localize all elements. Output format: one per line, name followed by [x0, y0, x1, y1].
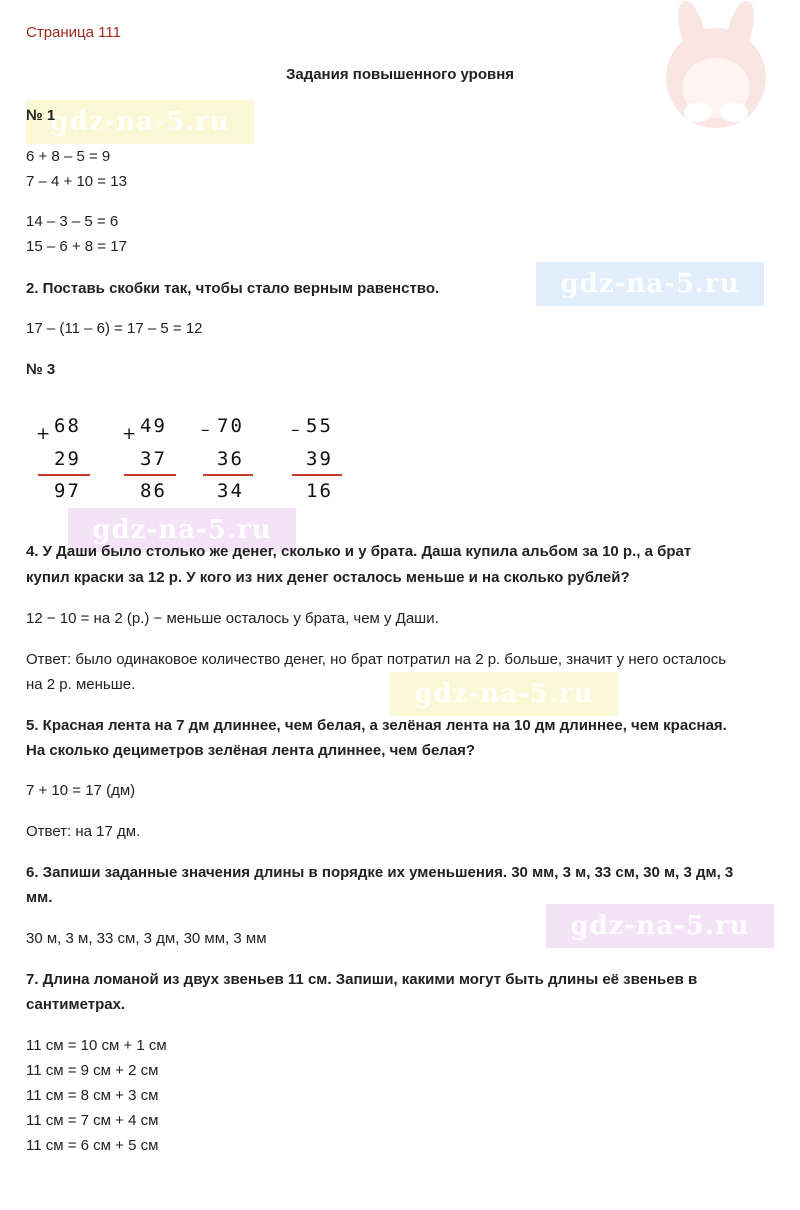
column-top: 68: [54, 415, 81, 437]
task5-heading: 5. Красная лента на 7 дм длиннее, чем белая, а зелёная лента на 10 дм длиннее, чем красная.: [26, 717, 727, 734]
watermark: gdz-na-5.ru: [390, 672, 618, 716]
column-result: 34: [217, 480, 244, 502]
column-bottom: 36: [217, 448, 244, 470]
task4-solution: 12 − 10 = на 2 (р.) − меньше осталось у брата, чем у Даши.: [26, 610, 439, 627]
sum-line: [124, 474, 176, 476]
task2-answer: 17 – (11 – 6) = 17 – 5 = 12: [26, 320, 203, 337]
task5-heading: На сколько дециметров зелёная лента длиннее, чем белая?: [26, 742, 476, 759]
watermark: gdz-na-5.ru: [536, 262, 764, 306]
task4-heading: купил краски за 12 р. У кого из них денег осталось меньше и на сколько рублей?: [26, 569, 630, 586]
task1-heading: № 1: [26, 107, 56, 124]
task7-heading: 7. Длина ломаной из двух звеньев 11 см. Запиши, какими могут быть длины её звеньев в: [26, 971, 698, 988]
task3-heading: № 3: [26, 361, 56, 378]
bunny-logo-icon: [652, 0, 780, 130]
sum-line: [292, 474, 342, 476]
task4-answer: Ответ: было одинаковое количество денег, но брат потратил на 2 р. больше, значит у него осталось: [26, 651, 727, 668]
task4-answer: на 2 р. меньше.: [26, 676, 136, 693]
task4-heading: 4. У Даши было столько же денег, сколько и у брата. Даша купила альбом за 10 р., а брат: [26, 543, 692, 560]
operation-sign: +: [36, 424, 51, 444]
task2-heading: 2. Поставь скобки так, чтобы стало верным равенство.: [26, 280, 440, 297]
task7-line: 11 см = 7 см + 4 см: [26, 1112, 159, 1129]
column-bottom: 37: [140, 448, 167, 470]
column-top: 55: [306, 415, 333, 437]
task7-line: 11 см = 6 см + 5 см: [26, 1137, 159, 1154]
task7-line: 11 см = 8 см + 3 см: [26, 1087, 159, 1104]
sum-line: [38, 474, 90, 476]
task1-line: 14 – 3 – 5 = 6: [26, 213, 119, 230]
watermark: gdz-na-5.ru: [26, 100, 254, 144]
task5-solution: 7 + 10 = 17 (дм): [26, 782, 136, 799]
task7-line: 11 см = 10 см + 1 см: [26, 1037, 167, 1054]
watermark: gdz-na-5.ru: [546, 904, 774, 948]
column-result: 86: [140, 480, 167, 502]
task1-line: 6 + 8 – 5 = 9: [26, 148, 111, 165]
task1-line: 7 – 4 + 10 = 13: [26, 173, 127, 190]
column-bottom: 29: [54, 448, 81, 470]
task1-line: 15 – 6 + 8 = 17: [26, 238, 127, 255]
task6-answer: 30 м, 3 м, 33 см, 3 дм, 30 мм, 3 мм: [26, 930, 267, 947]
column-top: 70: [217, 415, 244, 437]
task7-line: 11 см = 9 см + 2 см: [26, 1062, 159, 1079]
sum-line: [203, 474, 253, 476]
task6-heading: мм.: [26, 889, 53, 906]
column-result: 16: [306, 480, 333, 502]
operation-sign: –: [291, 420, 300, 440]
operation-sign: +: [122, 424, 137, 444]
watermark: gdz-na-5.ru: [68, 508, 296, 552]
task5-answer: Ответ: на 17 дм.: [26, 823, 141, 840]
column-bottom: 39: [306, 448, 333, 470]
operation-sign: –: [201, 420, 210, 440]
page-number: Страница 111: [26, 24, 121, 41]
task7-heading: сантиметрах.: [26, 996, 126, 1013]
page-title: Задания повышенного уровня: [285, 66, 515, 83]
column-result: 97: [54, 480, 81, 502]
task6-heading: 6. Запиши заданные значения длины в порядке их уменьшения. 30 мм, 3 м, 33 см, 30 м, 3 дм, 3: [26, 864, 734, 881]
column-top: 49: [140, 415, 167, 437]
